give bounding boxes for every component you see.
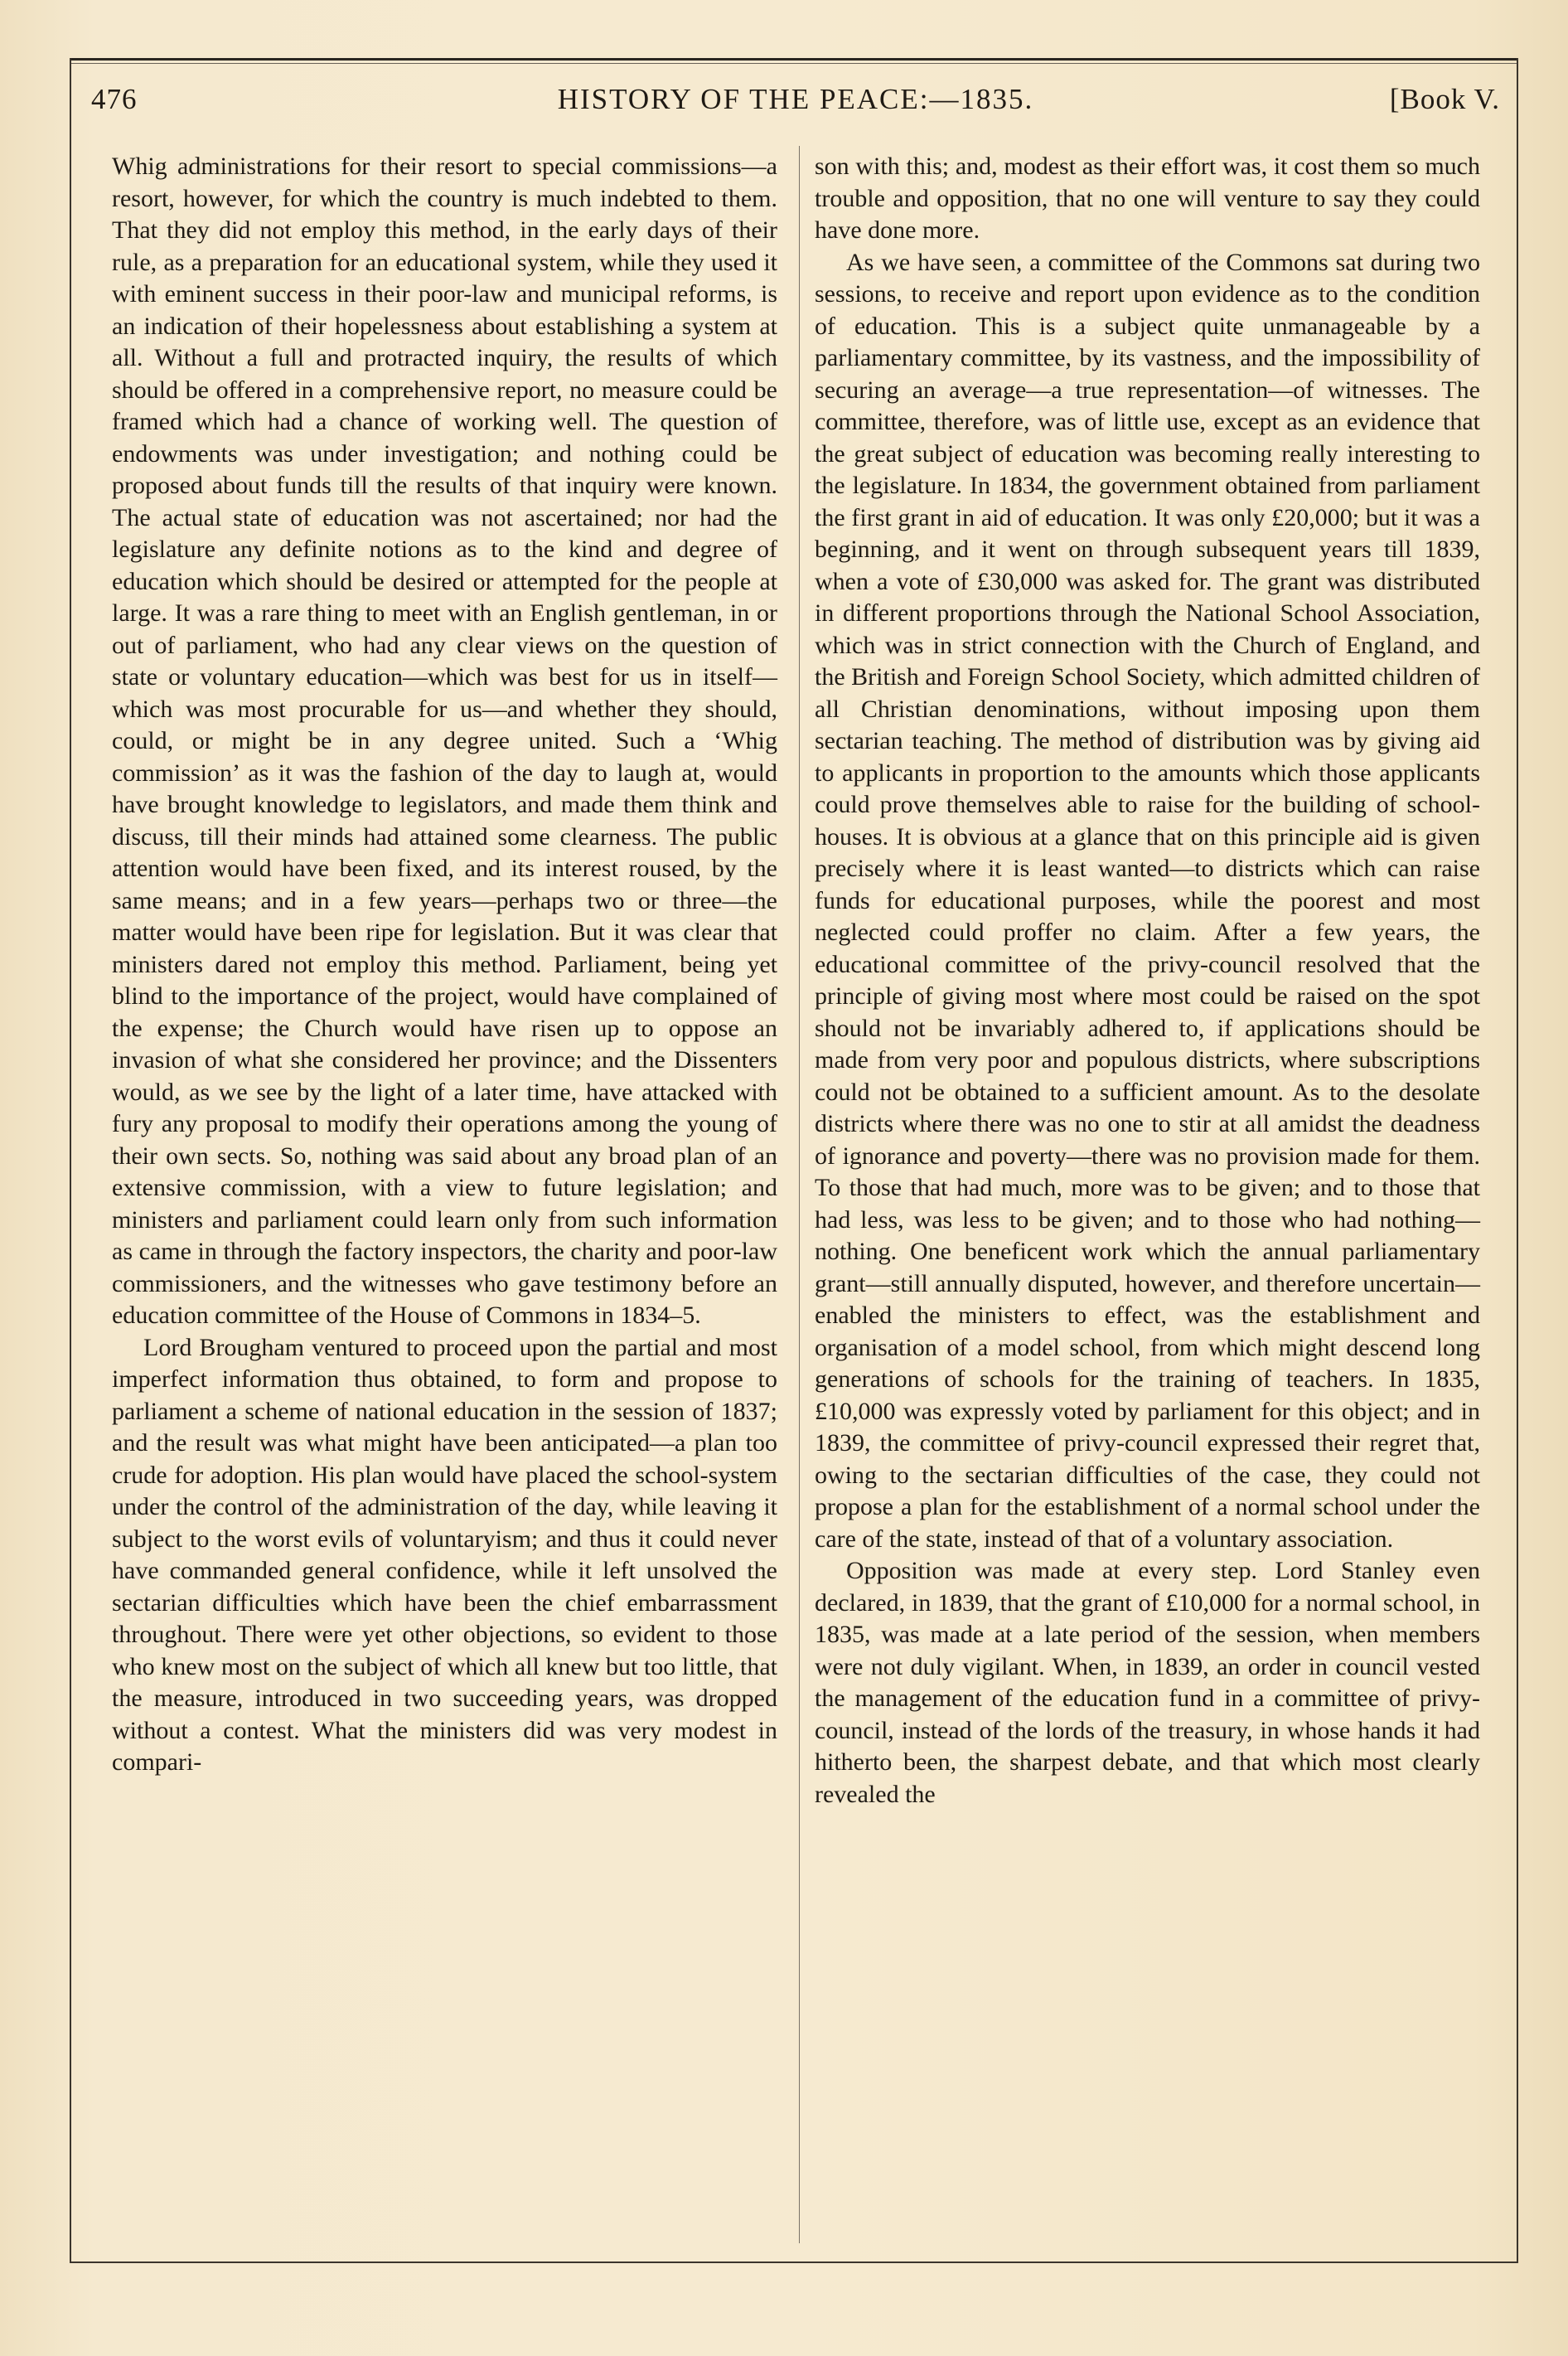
paragraph: Lord Brougham ventured to proceed upon the partial and most imperfect information thus obtained, to form and propose to parliament a scheme of national education in the session of 1837; and the result was what might have been anticipated—a plan too crude for adoption. His plan would have placed the school-system under the control of the administration of the day, while leaving it subject to the worst evils of voluntaryism; and thus it could never have commanded general confidence, while it left unsolved the sectarian difficulties which have been the chief embarrassment throughout. There were yet other objections, so evident to those who knew most on the subject of which all knew but too little, that the measure, introduced in two succeeding years, was dropped without a contest. What the ministers did was very modest in compari- <box>112 1333 777 1776</box>
paragraph: Whig administrations for their resort to special commissions—a resort, however, for which the country is much indebted to them. That they did not employ this method, in the early days of their rule, as a preparation for an educational system, while they used it with eminent success in their poor-law and municipal reforms, is an indication of their hopelessness about establishing a system at all. Without a full and protracted inquiry, the results of which should be offered in a comprehensive report, no measure could be framed which had a chance of working well. The question of endowments was under investigation; and nothing could be proposed about funds till the results of that inquiry were known. The actual state of education was not ascertained; nor had the legislature any definite notions as to the kind and degree of education which should be desired or attempted for the people at large. It was a rare thing to meet with an English gentleman, in or out of parliament, who had any clear views on the question of state or voluntary education—which was best for us in itself—which was most procurable for us—and whether they should, could, or might be in any degree united. Such a ‘Whig commission’ as it was the fashion of the day to laugh at, would have brought knowledge to legislators, and made them think and discuss, till their minds had attained some clearness. The public attention would have been fixed, and its interest roused, by the same means; and in a few years—perhaps two or three—the matter would have been ripe for legislation. But it was clear that ministers dared not employ this method. Parliament, being yet blind to the importance of the project, would have complained of the expense; the Church would have risen up to oppose an invasion of what she considered her province; and the Dissenters would, as we see by the light of a later time, have attacked with fury any proposal to modify their operations among the young of their own sects. So, nothing was said about any broad plan of an extensive commission, with a view to future legislation; and ministers and parliament could learn only from such information as came in through the factory inspectors, the charity and poor-law commissioners, and the witnesses who gave testimony before an education committee of the House of Commons in 1834–5. <box>112 153 777 1329</box>
running-title: HISTORY OF THE PEACE:—1835. <box>557 83 1034 115</box>
book-label: [Book V. <box>1389 83 1500 115</box>
top-rule-thin <box>70 63 1517 64</box>
left-border <box>70 58 71 2263</box>
page-number: 476 <box>91 83 138 115</box>
paragraph: As we have seen, a committee of the Commons sat during two sessions, to receive and report upon evidence as to the condition of education. This is a subject quite unmanageable by a parliamentary committee, by its vastness, and the impossibility of securing an average—a true representation—of witnesses. The committee, therefore, was of little use, except as an evidence that the great subject of education was becoming really interesting to the legislature. In 1834, the government obtained from parliament the first grant in aid of education. It was only £20,000; but it was a beginning, and it went on through subsequent years till 1839, when a vote of £30,000 was asked for. The grant was distributed in different proportions through the National School Association, which was in strict connection with the Church of England, and the British and Foreign School Society, which admitted children of all Christian denominations, without imposing upon them sectarian teaching. The method of distribution was by giving aid to applicants in proportion to the amounts which those applicants could prove themselves able to raise for the building of school-houses. It is obvious at a glance that on this principle aid is given precisely where it is least wanted—to districts which can raise funds for educational purposes, while the poorest and most neglected could proffer no claim. After a few years, the educational committee of the privy-council resolved that the principle of giving most where most could be raised on the spot should not be invariably adhered to, if applications should be made from very poor and populous districts, where subscriptions could not be obtained to a sufficient amount. As to the desolate districts where there was no one to stir at all amidst the deadness of ignorance and poverty—there was no provision made for them. To those that had much, more was to be given; and to those that had less, was less to be given; and to those who had nothing—nothing. One beneficent work which the annual parliamentary grant—still annually disputed, however, and therefore uncertain—enabled the ministers to effect, was the establishment and organisation of a model school, from which might descend long generations of schools for the training of teachers. In 1835, £10,000 was expressly voted by parliament for this object; and in 1839, the committee of privy-council expressed their regret that, owing to the sectarian difficulties of the case, they could not propose a plan for the establishment of a normal school under the care of the state, instead of that of a voluntary association. <box>815 248 1480 1553</box>
bottom-rule <box>70 2261 1517 2263</box>
paragraph: Opposition was made at every step. Lord Stanley even declared, in 1839, that the grant of £10,000 for a normal school, in 1835, was made at a late period of the session, when members were not duly vigilant. When, in 1839, an order in council vested the management of the education fund in a committee of privy-council, instead of the lords of the treasury, in whose hands it had hitherto been, the sharpest debate, and that which most clearly revealed the <box>815 1557 1480 1808</box>
paragraph: son with this; and, modest as their effort was, it cost them so much trouble and opposition, that no one will venture to say they could have done more. <box>815 153 1480 244</box>
right-border <box>1517 58 1518 2263</box>
running-header <box>91 83 1500 133</box>
right-column <box>815 151 1480 1811</box>
top-rule <box>70 58 1517 61</box>
left-column <box>112 151 777 1779</box>
column-divider <box>799 146 800 2243</box>
